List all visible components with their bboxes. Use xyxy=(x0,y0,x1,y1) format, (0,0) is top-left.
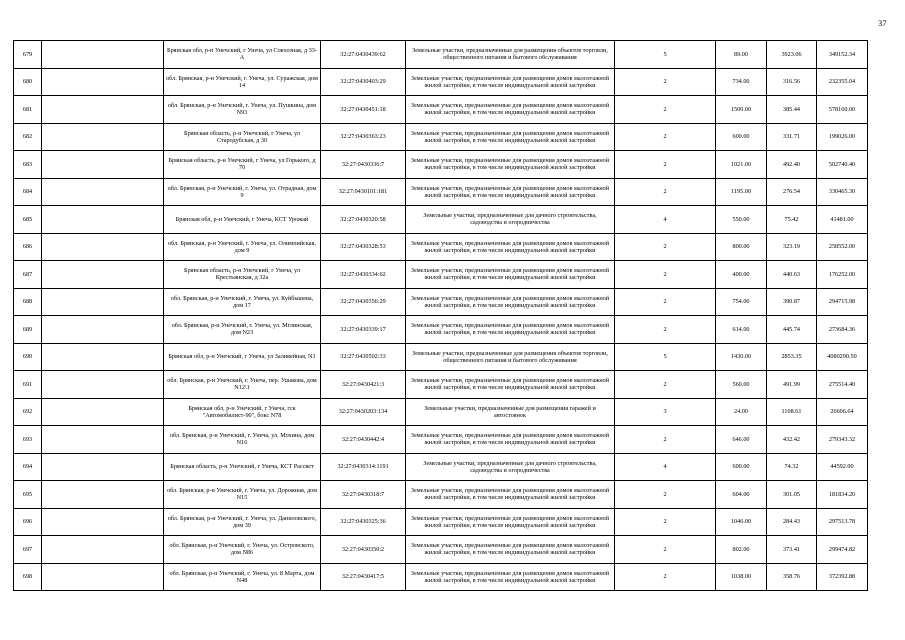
table-row xyxy=(14,426,868,454)
permitted-use-cell: Земельные участки, предназначенные для размещения домов малоэтажной жилой застройки, в том числе индивидуальной жилой застройки xyxy=(406,96,615,124)
table-row xyxy=(14,508,868,536)
cadastral-value-cell: 578160.00 xyxy=(817,96,868,124)
area-cell: 604.00 xyxy=(716,481,767,509)
use-group-cell: 2 xyxy=(615,508,716,536)
specific-value-cell: 284.43 xyxy=(767,508,817,536)
cadastral-number-cell: 32:27:0430339:17 xyxy=(321,316,406,344)
address-cell: обл. Брянская, р-н Унечский, г. Унеча, пер. Ушакова, дом N12\1 xyxy=(164,371,321,399)
table-row xyxy=(14,481,868,509)
specific-value-cell: 323.19 xyxy=(767,233,817,261)
specific-value-cell: 390.87 xyxy=(767,288,817,316)
cadastral-value-cell: 176252.00 xyxy=(817,261,868,289)
use-group-cell: 2 xyxy=(615,123,716,151)
table-row xyxy=(14,563,868,591)
use-group-cell: 2 xyxy=(615,426,716,454)
blank-cell xyxy=(42,453,164,481)
area-cell: 1021.00 xyxy=(716,151,767,179)
blank-cell xyxy=(42,206,164,234)
specific-value-cell: 491.99 xyxy=(767,371,817,399)
cadastral-number-cell: 32:27:0430336:7 xyxy=(321,151,406,179)
table-row xyxy=(14,316,868,344)
table-row xyxy=(14,453,868,481)
address-cell: обл. Брянская, р-н Унечский, г. Унеча, ул. 8 Марта, дом N48 xyxy=(164,563,321,591)
specific-value-cell: 445.74 xyxy=(767,316,817,344)
cadastral-number-cell: 32:27:0430356:29 xyxy=(321,288,406,316)
permitted-use-cell: Земельные участки, предназначенные для размещения домов малоэтажной жилой застройки, в том числе индивидуальной жилой застройки xyxy=(406,261,615,289)
use-group-cell: 2 xyxy=(615,233,716,261)
table-row xyxy=(14,96,868,124)
address-cell: Брянская обл, р-н Унечский, г Унеча, ул Заливейная, N1 xyxy=(164,343,321,371)
table-row xyxy=(14,68,868,96)
specific-value-cell: 2853.35 xyxy=(767,343,817,371)
address-cell: обл. Брянская, р-н Унечский, г. Унеча, ул. Отрадная, дом 9 xyxy=(164,178,321,206)
row-number-cell: 696 xyxy=(14,508,42,536)
cadastral-value-cell: 273684.36 xyxy=(817,316,868,344)
address-cell: обл. Брянская, р-н Унечский, г. Унеча, ул. Даниловского, дом 39 xyxy=(164,508,321,536)
row-number-cell: 691 xyxy=(14,371,42,399)
use-group-cell: 4 xyxy=(615,453,716,481)
permitted-use-cell: Земельные участки, предназначенные для размещения домов малоэтажной жилой застройки, в том числе индивидуальной жилой застройки xyxy=(406,233,615,261)
blank-cell xyxy=(42,316,164,344)
use-group-cell: 2 xyxy=(615,178,716,206)
row-number-cell: 693 xyxy=(14,426,42,454)
cadastral-value-cell: 258552.00 xyxy=(817,233,868,261)
area-cell: 1038.00 xyxy=(716,563,767,591)
cadastral-number-cell: 32:27:0430451:18 xyxy=(321,96,406,124)
blank-cell xyxy=(42,371,164,399)
cadastral-number-cell: 32:27:0430363:23 xyxy=(321,123,406,151)
table-row xyxy=(14,398,868,426)
cadastral-number-cell: 32:27:0430314:1191 xyxy=(321,453,406,481)
permitted-use-cell: Земельные участки, предназначенные для размещения домов малоэтажной жилой застройки, в том числе индивидуальной жилой застройки xyxy=(406,123,615,151)
cadastral-number-cell: 32:27:0430439:62 xyxy=(321,41,406,69)
specific-value-cell: 432.42 xyxy=(767,426,817,454)
row-number-cell: 689 xyxy=(14,316,42,344)
cadastral-number-cell: 32:27:0430403:29 xyxy=(321,68,406,96)
use-group-cell: 5 xyxy=(615,343,716,371)
address-cell: Брянская обл, р-н Унечский, г Унеча, КСТ Урожай xyxy=(164,206,321,234)
permitted-use-cell: Земельные участки, предназначенные для размещения домов малоэтажной жилой застройки, в том числе индивидуальной жилой застройки xyxy=(406,151,615,179)
specific-value-cell: 74.32 xyxy=(767,453,817,481)
use-group-cell: 5 xyxy=(615,41,716,69)
row-number-cell: 694 xyxy=(14,453,42,481)
address-cell: обл. Брянская, р-н Унечский, г. Унеча, ул. Олимпийская, дом 9 xyxy=(164,233,321,261)
area-cell: 89.00 xyxy=(716,41,767,69)
cadastral-value-cell: 297513.78 xyxy=(817,508,868,536)
address-cell: Брянская область, р-н Унечский, г Унеча, ул Крестьянская, д 32а xyxy=(164,261,321,289)
address-cell: обл. Брянская, р-н Унечский, г. Унеча, ул. Пушкина, дом N93 xyxy=(164,96,321,124)
permitted-use-cell: Земельные участки, предназначенные для размещения домов малоэтажной жилой застройки, в том числе индивидуальной жилой застройки xyxy=(406,508,615,536)
permitted-use-cell: Земельные участки, предназначенные для размещения домов малоэтажной жилой застройки, в том числе индивидуальной жилой застройки xyxy=(406,288,615,316)
permitted-use-cell: Земельные участки, предназначенные для размещения гаражей и автостоянок xyxy=(406,398,615,426)
table-row xyxy=(14,261,868,289)
specific-value-cell: 492.40 xyxy=(767,151,817,179)
row-number-cell: 688 xyxy=(14,288,42,316)
table-row xyxy=(14,206,868,234)
cadastral-value-cell: 26606.64 xyxy=(817,398,868,426)
cadastral-number-cell: 32:27:0430442:4 xyxy=(321,426,406,454)
cadastral-value-cell: 181834.20 xyxy=(817,481,868,509)
address-cell: Брянская область, р-н Унечский, г Унеча, ул Стародубская, д 30 xyxy=(164,123,321,151)
blank-cell xyxy=(42,563,164,591)
land-plots-table xyxy=(13,40,868,591)
permitted-use-cell: Земельные участки, предназначенные для размещения домов малоэтажной жилой застройки, в том числе индивидуальной жилой застройки xyxy=(406,563,615,591)
permitted-use-cell: Земельные участки, предназначенные для размещения домов малоэтажной жилой застройки, в том числе индивидуальной жилой застройки xyxy=(406,68,615,96)
use-group-cell: 2 xyxy=(615,563,716,591)
row-number-cell: 692 xyxy=(14,398,42,426)
use-group-cell: 3 xyxy=(615,398,716,426)
row-number-cell: 687 xyxy=(14,261,42,289)
area-cell: 1046.00 xyxy=(716,508,767,536)
table-row xyxy=(14,371,868,399)
cadastral-number-cell: 32:27:0430350:2 xyxy=(321,536,406,564)
address-cell: обл. Брянская, р-н Унечский, г. Унеча, ул. Суражская, дом 14 xyxy=(164,68,321,96)
blank-cell xyxy=(42,123,164,151)
permitted-use-cell: Земельные участки, предназначенные для размещения объектов торговли, общественного питания и бытового обслуживания xyxy=(406,343,615,371)
table-row xyxy=(14,178,868,206)
specific-value-cell: 75.42 xyxy=(767,206,817,234)
blank-cell xyxy=(42,508,164,536)
row-number-cell: 680 xyxy=(14,68,42,96)
use-group-cell: 2 xyxy=(615,536,716,564)
row-number-cell: 686 xyxy=(14,233,42,261)
address-cell: обл. Брянская, р-н Унечский, г. Унеча, ул. Куйбышева, дом 17 xyxy=(164,288,321,316)
cadastral-number-cell: 32:27:0430421:3 xyxy=(321,371,406,399)
blank-cell xyxy=(42,151,164,179)
cadastral-value-cell: 330465.30 xyxy=(817,178,868,206)
permitted-use-cell: Земельные участки, предназначенные для размещения объектов торговли, общественного питания и бытового обслуживания xyxy=(406,41,615,69)
area-cell: 1500.00 xyxy=(716,96,767,124)
cadastral-number-cell: 32:27:0430318:7 xyxy=(321,481,406,509)
permitted-use-cell: Земельные участки, предназначенные для дачного строительства, садоводства и огородничества xyxy=(406,206,615,234)
table-row xyxy=(14,123,868,151)
row-number-cell: 684 xyxy=(14,178,42,206)
cadastral-value-cell: 349152.34 xyxy=(817,41,868,69)
specific-value-cell: 3923.06 xyxy=(767,41,817,69)
cadastral-number-cell: 32:27:0430502:33 xyxy=(321,343,406,371)
table-body xyxy=(14,41,868,591)
area-cell: 614.00 xyxy=(716,316,767,344)
use-group-cell: 2 xyxy=(615,68,716,96)
use-group-cell: 2 xyxy=(615,481,716,509)
blank-cell xyxy=(42,68,164,96)
table-row xyxy=(14,343,868,371)
cadastral-value-cell: 41481.00 xyxy=(817,206,868,234)
area-cell: 646.00 xyxy=(716,426,767,454)
cadastral-value-cell: 502740.40 xyxy=(817,151,868,179)
specific-value-cell: 301.05 xyxy=(767,481,817,509)
address-cell: обл. Брянская, р-н Унечский, г. Унеча, ул. Дорожная, дом N15 xyxy=(164,481,321,509)
specific-value-cell: 316.56 xyxy=(767,68,817,96)
cadastral-value-cell: 199026.00 xyxy=(817,123,868,151)
area-cell: 560.00 xyxy=(716,371,767,399)
use-group-cell: 2 xyxy=(615,261,716,289)
specific-value-cell: 1108.61 xyxy=(767,398,817,426)
specific-value-cell: 276.54 xyxy=(767,178,817,206)
address-cell: Брянская область, р-н Унечский, г Унеча, КСТ Рассвет xyxy=(164,453,321,481)
area-cell: 734.00 xyxy=(716,68,767,96)
permitted-use-cell: Земельные участки, предназначенные для размещения домов малоэтажной жилой застройки, в том числе индивидуальной жилой застройки xyxy=(406,178,615,206)
permitted-use-cell: Земельные участки, предназначенные для размещения домов малоэтажной жилой застройки, в том числе индивидуальной жилой застройки xyxy=(406,481,615,509)
blank-cell xyxy=(42,481,164,509)
use-group-cell: 4 xyxy=(615,206,716,234)
area-cell: 550.00 xyxy=(716,206,767,234)
permitted-use-cell: Земельные участки, предназначенные для размещения домов малоэтажной жилой застройки, в том числе индивидуальной жилой застройки xyxy=(406,316,615,344)
blank-cell xyxy=(42,536,164,564)
row-number-cell: 690 xyxy=(14,343,42,371)
area-cell: 1195.00 xyxy=(716,178,767,206)
cadastral-number-cell: 32:27:0430203:134 xyxy=(321,398,406,426)
row-number-cell: 695 xyxy=(14,481,42,509)
use-group-cell: 2 xyxy=(615,96,716,124)
cadastral-value-cell: 299474.82 xyxy=(817,536,868,564)
blank-cell xyxy=(42,261,164,289)
specific-value-cell: 358.76 xyxy=(767,563,817,591)
table-row xyxy=(14,536,868,564)
use-group-cell: 2 xyxy=(615,316,716,344)
area-cell: 600.00 xyxy=(716,123,767,151)
area-cell: 754.00 xyxy=(716,288,767,316)
row-number-cell: 697 xyxy=(14,536,42,564)
permitted-use-cell: Земельные участки, предназначенные для размещения домов малоэтажной жилой застройки, в том числе индивидуальной жилой застройки xyxy=(406,426,615,454)
area-cell: 600.00 xyxy=(716,453,767,481)
use-group-cell: 2 xyxy=(615,288,716,316)
table-row xyxy=(14,288,868,316)
cadastral-number-cell: 32:27:0430101:181 xyxy=(321,178,406,206)
area-cell: 400.00 xyxy=(716,261,767,289)
cadastral-value-cell: 275514.40 xyxy=(817,371,868,399)
row-number-cell: 682 xyxy=(14,123,42,151)
use-group-cell: 2 xyxy=(615,371,716,399)
cadastral-number-cell: 32:27:0430417:5 xyxy=(321,563,406,591)
permitted-use-cell: Земельные участки, предназначенные для размещения домов малоэтажной жилой застройки, в том числе индивидуальной жилой застройки xyxy=(406,371,615,399)
row-number-cell: 681 xyxy=(14,96,42,124)
table-row xyxy=(14,151,868,179)
area-cell: 800.00 xyxy=(716,233,767,261)
area-cell: 24.00 xyxy=(716,398,767,426)
specific-value-cell: 385.44 xyxy=(767,96,817,124)
address-cell: обл. Брянская, р-н Унечский, г. Унеча, ул. Мохина, дом N16 xyxy=(164,426,321,454)
cadastral-value-cell: 232355.04 xyxy=(817,68,868,96)
cadastral-value-cell: 294715.98 xyxy=(817,288,868,316)
blank-cell xyxy=(42,233,164,261)
cadastral-value-cell: 44592.00 xyxy=(817,453,868,481)
area-cell: 1430.00 xyxy=(716,343,767,371)
cadastral-number-cell: 32:27:0430325:36 xyxy=(321,508,406,536)
cadastral-value-cell: 372392.88 xyxy=(817,563,868,591)
blank-cell xyxy=(42,288,164,316)
cadastral-value-cell: 4080290.50 xyxy=(817,343,868,371)
blank-cell xyxy=(42,426,164,454)
specific-value-cell: 373.41 xyxy=(767,536,817,564)
blank-cell xyxy=(42,398,164,426)
row-number-cell: 698 xyxy=(14,563,42,591)
area-cell: 802.00 xyxy=(716,536,767,564)
table-row xyxy=(14,41,868,69)
blank-cell xyxy=(42,41,164,69)
specific-value-cell: 440.63 xyxy=(767,261,817,289)
address-cell: обл. Брянская, р-н Унечский, г. Унеча, ул. Островского, дом N86 xyxy=(164,536,321,564)
cadastral-number-cell: 32:27:0430320:58 xyxy=(321,206,406,234)
cadastral-number-cell: 32:27:0430328:53 xyxy=(321,233,406,261)
table-row xyxy=(14,233,868,261)
blank-cell xyxy=(42,343,164,371)
use-group-cell: 2 xyxy=(615,151,716,179)
blank-cell xyxy=(42,96,164,124)
permitted-use-cell: Земельные участки, предназначенные для размещения домов малоэтажной жилой застройки, в том числе индивидуальной жилой застройки xyxy=(406,536,615,564)
row-number-cell: 685 xyxy=(14,206,42,234)
page-number: 37 xyxy=(878,18,887,28)
address-cell: Брянская область, р-н Унечский, г Унеча, ул Горького, д 70 xyxy=(164,151,321,179)
row-number-cell: 679 xyxy=(14,41,42,69)
specific-value-cell: 331.71 xyxy=(767,123,817,151)
address-cell: обл. Брянская, р-н Унечский, г. Унеча, ул. Мглинская, дом N23 xyxy=(164,316,321,344)
row-number-cell: 683 xyxy=(14,151,42,179)
cadastral-number-cell: 32:27:0430334:62 xyxy=(321,261,406,289)
permitted-use-cell: Земельные участки, предназначенные для дачного строительства, садоводства и огородничества xyxy=(406,453,615,481)
address-cell: Брянская обл, р-н Унечский, г Унеча, гск "Автомобилист-90", бокс N78 xyxy=(164,398,321,426)
address-cell: Брянская обл, р-н Унечский, г Унеча, ул Совхозная, д 33-А xyxy=(164,41,321,69)
cadastral-value-cell: 279343.32 xyxy=(817,426,868,454)
blank-cell xyxy=(42,178,164,206)
